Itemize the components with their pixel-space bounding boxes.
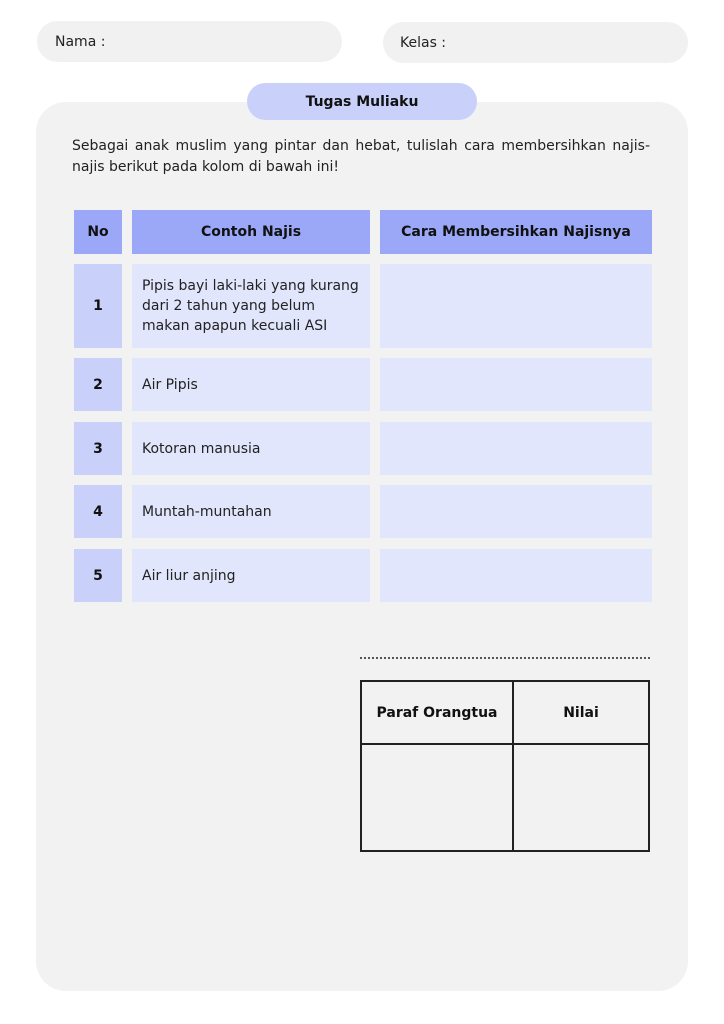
najis-example: Kotoran manusia <box>132 422 370 475</box>
signature-dotted-line <box>360 657 650 659</box>
header-no: No <box>74 210 122 254</box>
answer-cell[interactable] <box>380 358 652 411</box>
signature-table <box>360 680 650 852</box>
paraf-orangtua-cell[interactable] <box>361 744 513 851</box>
paraf-orangtua-header: Paraf Orangtua <box>361 681 513 744</box>
nilai-cell[interactable] <box>513 744 649 851</box>
instructions-text: Sebagai anak muslim yang pintar dan hebat, tulislah cara membersihkan najis-najis berikut pada kolom di bawah ini! <box>72 138 650 175</box>
nama-label: Nama : <box>55 33 106 50</box>
row-number: 5 <box>74 549 122 602</box>
header-cara-membersihkan: Cara Membersihkan Najisnya <box>380 210 652 254</box>
najis-example: Air liur anjing <box>132 549 370 602</box>
najis-example: Pipis bayi laki-laki yang kurang dari 2 tahun yang belum makan apapun kecuali ASI <box>132 264 370 348</box>
answer-cell[interactable] <box>380 264 652 348</box>
answer-cell[interactable] <box>380 549 652 602</box>
row-number: 1 <box>74 264 122 348</box>
header-contoh-najis: Contoh Najis <box>132 210 370 254</box>
najis-example: Air Pipis <box>132 358 370 411</box>
kelas-field[interactable] <box>383 22 688 63</box>
kelas-label: Kelas : <box>400 34 447 51</box>
row-number: 3 <box>74 422 122 475</box>
answer-cell[interactable] <box>380 485 652 538</box>
worksheet-title: Tugas Muliaku <box>247 83 477 120</box>
najis-example: Muntah-muntahan <box>132 485 370 538</box>
nama-field[interactable] <box>37 21 342 62</box>
answer-cell[interactable] <box>380 422 652 475</box>
row-number: 4 <box>74 485 122 538</box>
nilai-header: Nilai <box>513 681 649 744</box>
row-number: 2 <box>74 358 122 411</box>
